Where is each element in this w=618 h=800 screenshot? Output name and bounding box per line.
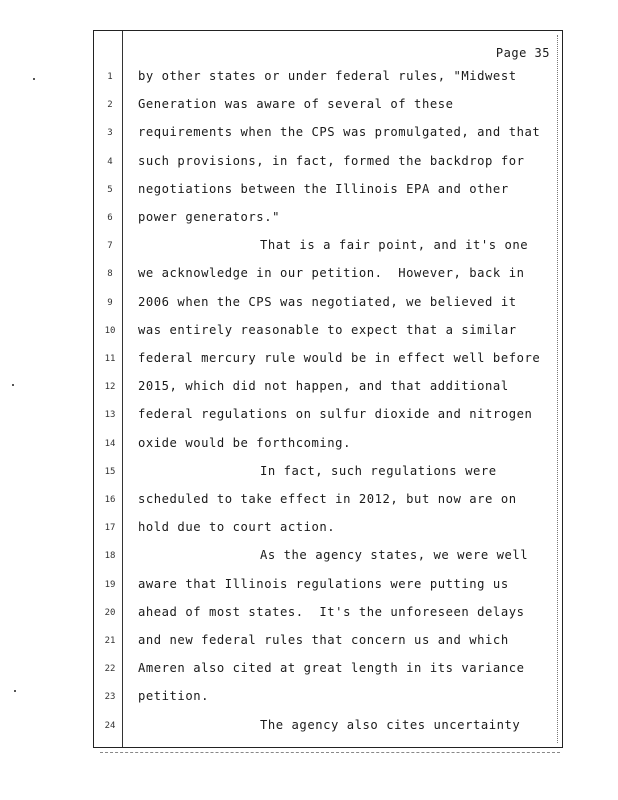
scan-speck <box>33 78 35 80</box>
line-text: negotiations between the Illinois EPA and other <box>138 181 509 196</box>
line-text: by other states or under federal rules, "Midwest <box>138 69 517 83</box>
line-text: aware that Illinois regulations were putting us <box>138 576 509 591</box>
line-text: requirements when the CPS was promulgated, and that <box>138 125 541 140</box>
line-text: As the agency states, we were well <box>260 548 529 563</box>
bottom-scan-line <box>100 752 560 753</box>
transcript-line <box>94 491 554 511</box>
line-number: 24 <box>104 720 116 731</box>
transcript-line <box>94 124 554 144</box>
line-text: hold due to court action. <box>138 520 336 535</box>
transcript-line <box>94 153 554 173</box>
line-number: 23 <box>104 692 116 703</box>
transcript-line <box>94 96 554 116</box>
right-margin-rule <box>557 35 558 743</box>
line-number: 1 <box>107 72 113 82</box>
line-text: and new federal rules that concern us and which <box>138 633 509 647</box>
line-number: 5 <box>107 184 113 195</box>
line-number: 22 <box>104 664 116 675</box>
line-number: 6 <box>107 213 113 223</box>
line-number: 3 <box>107 128 113 139</box>
line-number: 11 <box>104 354 116 364</box>
transcript-line <box>94 688 554 708</box>
transcript-line <box>94 519 554 539</box>
line-text: power generators." <box>138 210 280 224</box>
line-text: 2015, which did not happen, and that additional <box>138 379 509 394</box>
page-number: Page 35 <box>495 46 550 60</box>
line-text: we acknowledge in our petition. However, back in <box>138 266 525 281</box>
line-number: 12 <box>104 382 116 393</box>
line-number: 16 <box>104 495 116 505</box>
line-number: 10 <box>104 325 116 336</box>
line-number: 21 <box>104 636 116 646</box>
transcript-line <box>94 717 554 737</box>
line-number: 9 <box>107 297 113 308</box>
line-text: That is a fair point, and it's one <box>260 238 529 253</box>
line-number: 2 <box>107 100 113 111</box>
line-text: ahead of most states. It's the unforeseen delays <box>138 604 525 619</box>
transcript-line <box>94 660 554 680</box>
transcript-line <box>94 68 554 88</box>
line-number: 14 <box>104 438 116 449</box>
line-number: 8 <box>107 269 113 280</box>
transcript-line <box>94 604 554 624</box>
line-text: was entirely reasonable to expect that a similar <box>138 322 517 337</box>
line-text: such provisions, in fact, formed the backdrop for <box>138 153 525 168</box>
line-text: 2006 when the CPS was negotiated, we believed it <box>138 294 517 309</box>
transcript-line <box>94 576 554 596</box>
line-text: Generation was aware of several of these <box>138 97 454 112</box>
line-text: federal regulations on sulfur dioxide and nitrogen <box>138 407 533 422</box>
transcript-line <box>94 209 554 229</box>
line-text: The agency also cites uncertainty <box>260 717 521 732</box>
transcript-line <box>94 547 554 567</box>
line-text: oxide would be forthcoming. <box>138 435 351 450</box>
line-number: 19 <box>104 579 116 590</box>
transcript-line <box>94 294 554 314</box>
transcript-line <box>94 181 554 201</box>
line-text: petition. <box>138 689 209 704</box>
line-number: 7 <box>107 241 113 252</box>
transcript-line <box>94 435 554 455</box>
transcript-line <box>94 632 554 652</box>
transcript-line <box>94 322 554 342</box>
line-number: 4 <box>107 156 113 167</box>
line-number: 15 <box>104 466 116 477</box>
line-number: 17 <box>104 523 116 534</box>
line-text: In fact, such regulations were <box>260 463 497 478</box>
line-number: 18 <box>104 551 116 562</box>
transcript-line <box>94 350 554 370</box>
transcript-page-frame <box>93 30 563 748</box>
line-text: federal mercury rule would be in effect well before <box>138 351 541 365</box>
transcript-line <box>94 237 554 257</box>
transcript-line <box>94 378 554 398</box>
transcript-line <box>94 406 554 426</box>
transcript-line <box>94 265 554 285</box>
line-number: 13 <box>104 410 116 421</box>
line-text: Ameren also cited at great length in its variance <box>138 661 525 676</box>
scan-speck <box>14 690 16 692</box>
line-text: scheduled to take effect in 2012, but now are on <box>138 492 517 506</box>
line-number: 20 <box>104 607 116 618</box>
scan-speck <box>12 384 14 386</box>
transcript-line <box>94 463 554 483</box>
